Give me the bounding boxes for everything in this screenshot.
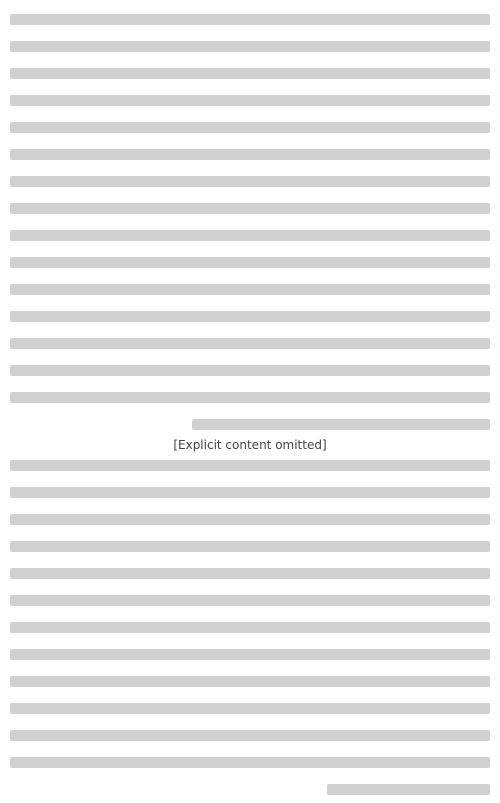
content-omitted-notice: [Explicit content omitted] (173, 438, 327, 452)
text-line (10, 14, 490, 25)
text-line (10, 568, 490, 579)
text-line (10, 392, 490, 403)
paragraph-1 (10, 6, 490, 438)
text-line (327, 784, 490, 795)
text-line (10, 622, 490, 633)
text-line (10, 122, 490, 133)
text-line (10, 757, 490, 768)
text-line (10, 730, 490, 741)
text-line (10, 149, 490, 160)
text-line (10, 365, 490, 376)
text-line (10, 649, 490, 660)
paragraph-2 (10, 452, 490, 803)
text-line (10, 68, 490, 79)
text-line (10, 257, 490, 268)
text-line (10, 676, 490, 687)
text-line (10, 703, 490, 714)
text-line (10, 460, 490, 471)
text-line (10, 311, 490, 322)
text-line (10, 41, 490, 52)
text-line (10, 176, 490, 187)
text-line (10, 203, 490, 214)
text-line (10, 284, 490, 295)
text-line (10, 230, 490, 241)
text-line (10, 514, 490, 525)
text-line (10, 338, 490, 349)
text-line (192, 419, 490, 430)
text-line (10, 541, 490, 552)
text-line (10, 95, 490, 106)
text-line (10, 487, 490, 498)
text-line (10, 595, 490, 606)
